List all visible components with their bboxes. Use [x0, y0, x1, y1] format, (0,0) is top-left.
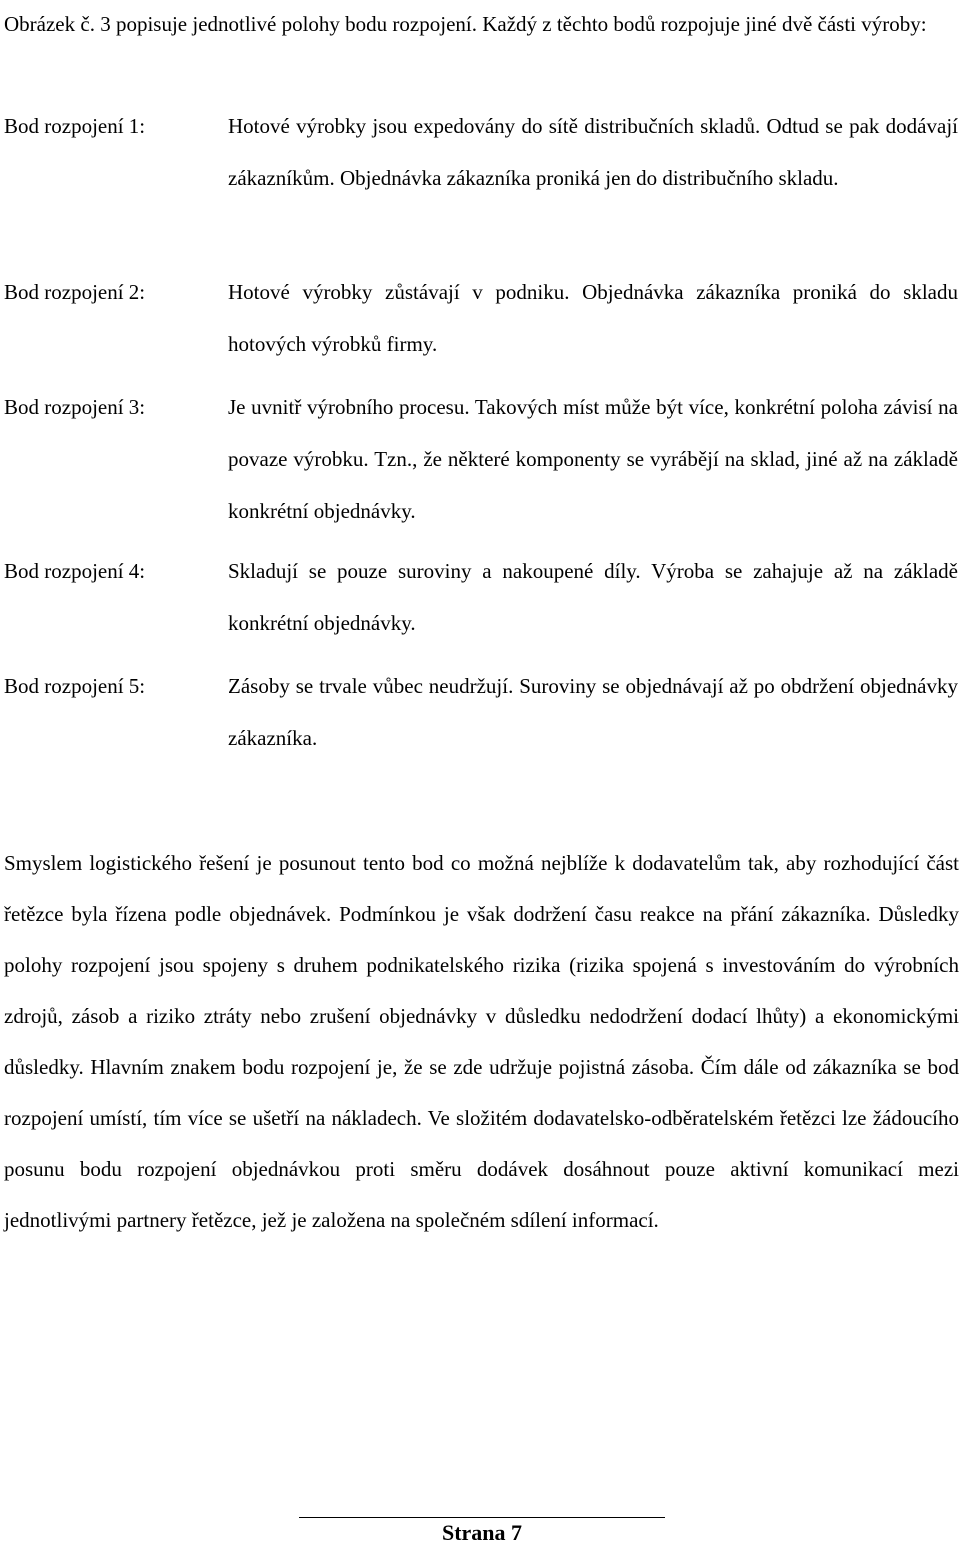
point-term: Bod rozpojení 5:: [4, 674, 146, 698]
point-term: Bod rozpojení 3:: [4, 395, 146, 419]
intro-paragraph: Obrázek č. 3 popisuje jednotlivé polohy bodu rozpojení. Každý z těchto bodů rozpojuje jiné dvě části výroby:: [4, 12, 927, 36]
point-description: Hotové výrobky jsou expedovány do sítě distribučních skladů. Odtud se pak dodávají zákazníkům. Objednávka zákazníka proniká jen do distribučního skladu.: [228, 114, 958, 190]
footer-rule: [299, 1517, 665, 1518]
point-description: Je uvnitř výrobního procesu. Takových míst může být více, konkrétní poloha závisí na povaze výrobku. Tzn., že některé komponenty se vyrábějí na sklad, jiné až na základě konkrétní objednávky.: [228, 395, 958, 523]
decoupling-point-3: [4, 381, 958, 537]
decoupling-point-4: [4, 545, 958, 649]
page-number: Strana 7: [441, 1520, 523, 1545]
point-term: Bod rozpojení 1:: [4, 114, 146, 138]
point-description: Hotové výrobky zůstávají v podniku. Objednávka zákazníka proniká do skladu hotových výrobků firmy.: [228, 280, 958, 356]
decoupling-point-5: [4, 660, 958, 764]
point-term: Bod rozpojení 4:: [4, 559, 146, 583]
point-term: Bod rozpojení 2:: [4, 280, 146, 304]
decoupling-point-2: [4, 266, 958, 370]
decoupling-point-1: [4, 100, 958, 204]
body-paragraph: Smyslem logistického řešení je posunout tento bod co možná nejblíže k dodavatelům tak, aby rozhodující část řetězce byla řízena podle objednávek. Podmínkou je však dodržení času reakce na přání zákazníka. Důsledky polohy rozpojení jsou spojeny s druhem podnikatelského rizika (rizika spojená s investováním do výrobních zdrojů, zásob a riziko ztráty nebo zrušení objednávky v důsledku nedodržení dodací lhůty) a ekonomickými důsledky. Hlavním znakem bodu rozpojení je, že se zde udržuje pojistná zásoba. Čím dále od zákazníka se bod rozpojení umístí, tím více se ušetří na nákladech. Ve složitém dodavatelsko-odběratelském řetězci lze žádoucího posunu bodu rozpojení objednávkou proti směru dodávek dosáhnout pouze aktivní komunikací mezi jednotlivými partnery řetězce, jež je založena na společném sdílení informací.: [4, 851, 959, 1232]
point-description: Skladují se pouze suroviny a nakoupené díly. Výroba se zahajuje až na základě konkrétní objednávky.: [228, 559, 958, 635]
point-description: Zásoby se trvale vůbec neudržují. Suroviny se objednávají až po obdržení objednávky zákazníka.: [228, 674, 958, 750]
